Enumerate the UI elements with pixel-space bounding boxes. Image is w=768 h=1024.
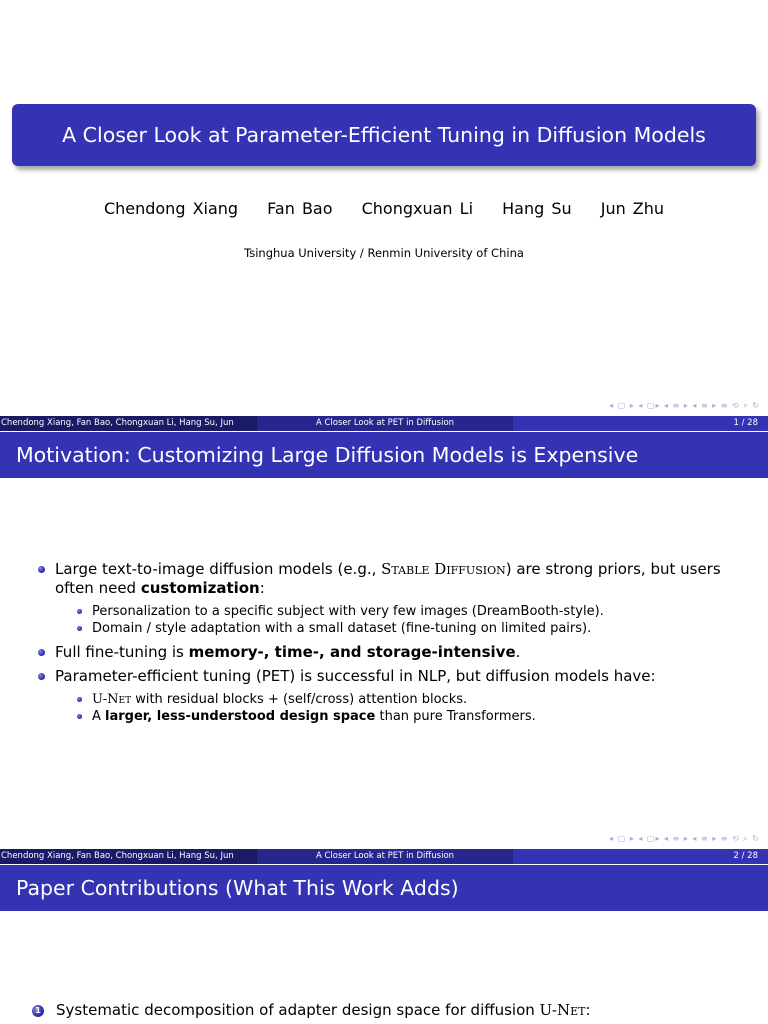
slide-footer xyxy=(0,416,768,431)
author: Chendong Xiang xyxy=(103,199,239,218)
model-name: Stable Diffusion xyxy=(381,560,506,578)
footer-short-title: A Closer Look at PET in Diffusion xyxy=(257,849,513,864)
enum-item: 1 Systematic decomposition of adapter design space for diffusion U-Net: xyxy=(0,1001,768,1020)
author: Fan Bao xyxy=(267,199,333,218)
list-item: Parameter-efficient tuning (PET) is successful in NLP, but diffusion models have: xyxy=(0,667,768,686)
author: Chongxuan Li xyxy=(361,199,474,218)
footer-authors: Chendong Xiang, Fan Bao, Chongxuan Li, Hang Su, Jun xyxy=(0,416,257,431)
bullet-list xyxy=(0,560,768,731)
footer-page-number: 2 / 28 xyxy=(513,849,768,864)
author: Jun Zhu xyxy=(600,199,665,218)
presentation-title: A Closer Look at Parameter-Efficient Tuning in Diffusion Models xyxy=(62,123,706,147)
enumerated-list xyxy=(0,1001,768,1020)
list-subitem: U-Net with residual blocks + (self/cross) attention blocks. xyxy=(0,691,768,708)
author-list xyxy=(0,199,768,218)
frame-title: Paper Contributions (What This Work Adds) xyxy=(0,865,768,911)
list-subitem: Domain / style adaptation with a small dataset (fine-tuning on limited pairs). xyxy=(0,620,768,637)
frame-title: Motivation: Customizing Large Diffusion Models is Expensive xyxy=(0,432,768,478)
title-slide-banner xyxy=(12,104,756,166)
list-item: Large text-to-image diffusion models (e.g., Stable Diffusion) are strong priors, but users often need customization: xyxy=(0,560,768,598)
footer-short-title: A Closer Look at PET in Diffusion xyxy=(257,416,513,431)
navigation-symbols[interactable]: ◂ ▢ ▸ ◂ ▢▸ ◂ ≡ ▸ ◂ ≡ ▸ ≡ ⟲ ⌕ ↻ xyxy=(609,401,760,410)
list-item: Full fine-tuning is memory-, time-, and storage-intensive. xyxy=(0,643,768,662)
slide-footer xyxy=(0,849,768,864)
list-subitem: A larger, less-understood design space than pure Transformers. xyxy=(0,708,768,725)
footer-authors: Chendong Xiang, Fan Bao, Chongxuan Li, Hang Su, Jun xyxy=(0,849,257,864)
author: Hang Su xyxy=(502,199,572,218)
footer-page-number: 1 / 28 xyxy=(513,416,768,431)
list-subitem: Personalization to a specific subject with very few images (DreamBooth-style). xyxy=(0,603,768,620)
enum-number-badge: 1 xyxy=(32,1005,44,1017)
navigation-symbols[interactable]: ◂ ▢ ▸ ◂ ▢▸ ◂ ≡ ▸ ◂ ≡ ▸ ≡ ⟲ ⌕ ↻ xyxy=(609,834,760,843)
affiliation: Tsinghua University / Renmin University of China xyxy=(244,246,524,260)
